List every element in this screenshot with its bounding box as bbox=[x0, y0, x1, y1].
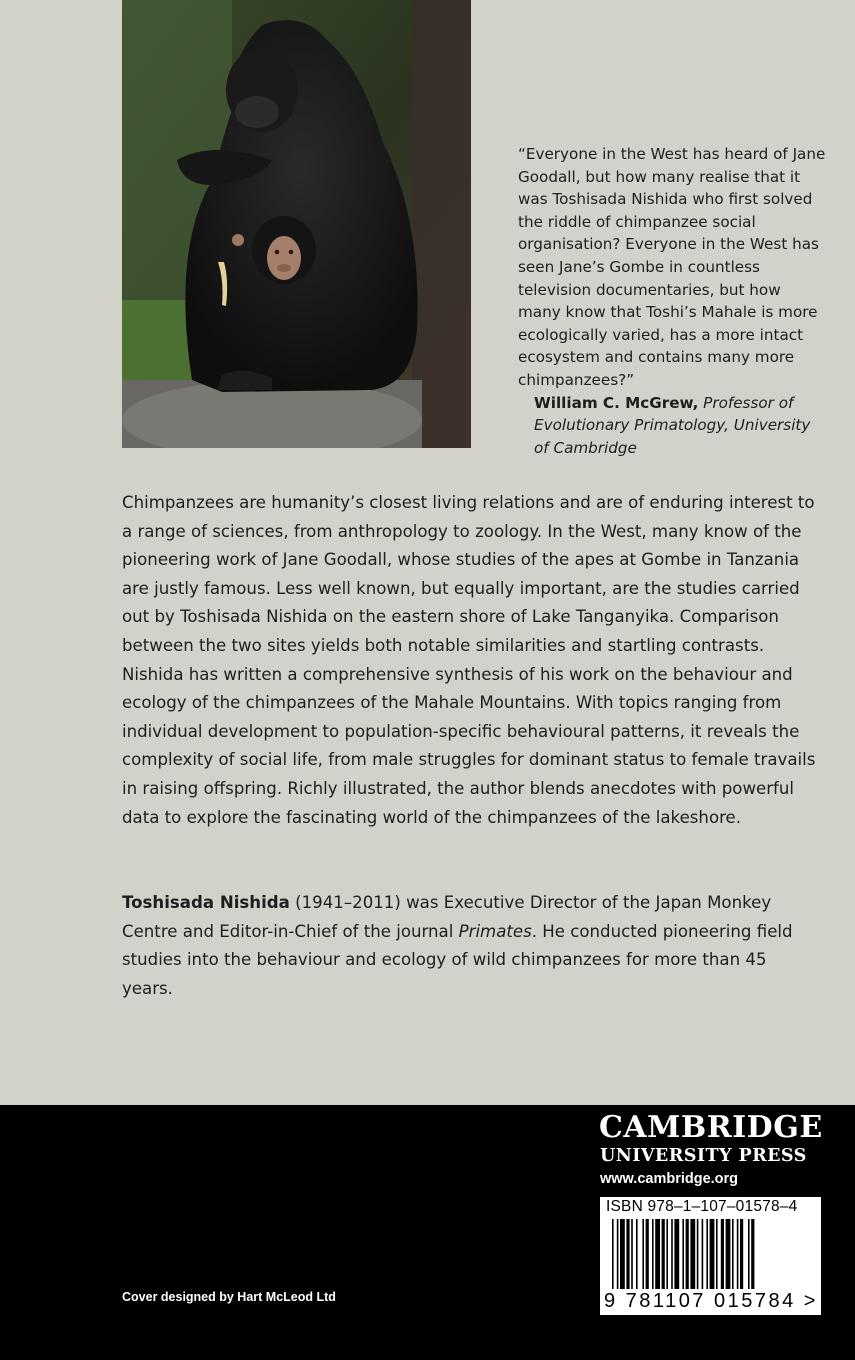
publisher-logo-name: CAMBRIDGE bbox=[599, 1110, 823, 1145]
barcode-bar bbox=[697, 1219, 699, 1289]
barcode-bar bbox=[740, 1219, 743, 1289]
quote-author: William C. McGrew, bbox=[534, 393, 699, 412]
journal-name: Primates bbox=[458, 921, 532, 941]
barcode-bar bbox=[710, 1219, 715, 1289]
barcode-bar bbox=[652, 1219, 654, 1289]
quote-attribution bbox=[518, 392, 828, 460]
barcode-bar bbox=[682, 1219, 684, 1289]
barcode-bar bbox=[702, 1219, 704, 1289]
publisher-logo-press: UNIVERSITY PRESS bbox=[600, 1145, 807, 1166]
barcode-bar bbox=[612, 1219, 614, 1289]
cover-credit: Cover designed by Hart McLeod Ltd bbox=[122, 1290, 336, 1304]
barcode-bar bbox=[674, 1219, 679, 1289]
barcode-bar bbox=[690, 1219, 695, 1289]
barcode-bar bbox=[716, 1219, 718, 1289]
barcode-digits: 9 781107 015784 > bbox=[604, 1290, 818, 1312]
cover-photo bbox=[122, 0, 471, 448]
barcode-bar bbox=[737, 1219, 739, 1289]
publisher-website: www.cambridge.org bbox=[600, 1171, 739, 1187]
barcode-icon bbox=[600, 1219, 821, 1289]
bio-text: (1941–2011) was Executive Director of the Japan Monkey Centre and Editor-in-Chief of the journal bbox=[122, 893, 772, 941]
author-bio bbox=[122, 889, 822, 1003]
isbn-label: ISBN 978–1–107–01578–4 bbox=[606, 1198, 798, 1215]
quote-author-title: Professor of Evolutionary Primatology, University of Cambridge bbox=[534, 393, 811, 457]
barcode-bar bbox=[646, 1219, 649, 1289]
barcode-bar bbox=[751, 1219, 754, 1289]
barcode-bar bbox=[666, 1219, 668, 1289]
barcode-bar bbox=[631, 1219, 633, 1289]
barcode-bar bbox=[706, 1219, 708, 1289]
barcode-bar bbox=[626, 1219, 629, 1289]
quote-text: “Everyone in the West has heard of Jane Goodall, but how many realise that it was Toshisada Nishida who first solved the riddle of chimpanzee social organisation? Everyone in the West has seen Jane’s Gombe in countless television documentaries, but how many know that Toshi’s Mahale is more ecologically varied, has a more intact ecosystem and contains many more chimpanzees?” bbox=[518, 145, 826, 389]
barcode-bar bbox=[686, 1219, 689, 1289]
author-name: Toshisada Nishida bbox=[122, 893, 290, 912]
barcode-bar bbox=[748, 1219, 750, 1289]
barcode-bar bbox=[662, 1219, 665, 1289]
bio-text-end: . He conducted pioneering field studies into the behaviour and ecology of wild chimpanzees for more than 45 years. bbox=[122, 921, 793, 998]
barcode-bar bbox=[726, 1219, 731, 1289]
barcode-bar bbox=[636, 1219, 638, 1289]
review-quote bbox=[518, 143, 828, 459]
barcode-bar bbox=[620, 1219, 625, 1289]
barcode-bar bbox=[671, 1219, 673, 1289]
chimpanzee-photo bbox=[122, 0, 471, 448]
book-description: Chimpanzees are humanity’s closest living relations and are of enduring interest to a range of sciences, from anthropology to zoology. In the West, many know of the pioneering work of Jane Goodall, whose studies of the apes at Gombe in Tanzania are justly famous. Less well known, but equally important, are the studies carried out by Toshisada Nishida on the eastern shore of Lake Tanganyika. Comparison between the two sites yields both notable similarities and startling contrasts. Nishida has written a comprehensive synthesis of his work on the behaviour and ecology of the chimpanzees of the Mahale Mountains. With topics ranging from individual development to population-specific behavioural patterns, it reveals the complexity of social life, from male struggles for dominant status to female travails in raising offspring. Richly illustrated, the author blends anecdotes with powerful data to explore the fascinating world of the chimpanzees of the lakeshore. bbox=[122, 493, 816, 827]
barcode-bar bbox=[617, 1219, 619, 1289]
isbn-barcode-block bbox=[600, 1197, 821, 1315]
barcode-bar bbox=[655, 1219, 660, 1289]
barcode-bar bbox=[732, 1219, 734, 1289]
barcode-bar bbox=[721, 1219, 724, 1289]
barcode-bar bbox=[642, 1219, 644, 1289]
